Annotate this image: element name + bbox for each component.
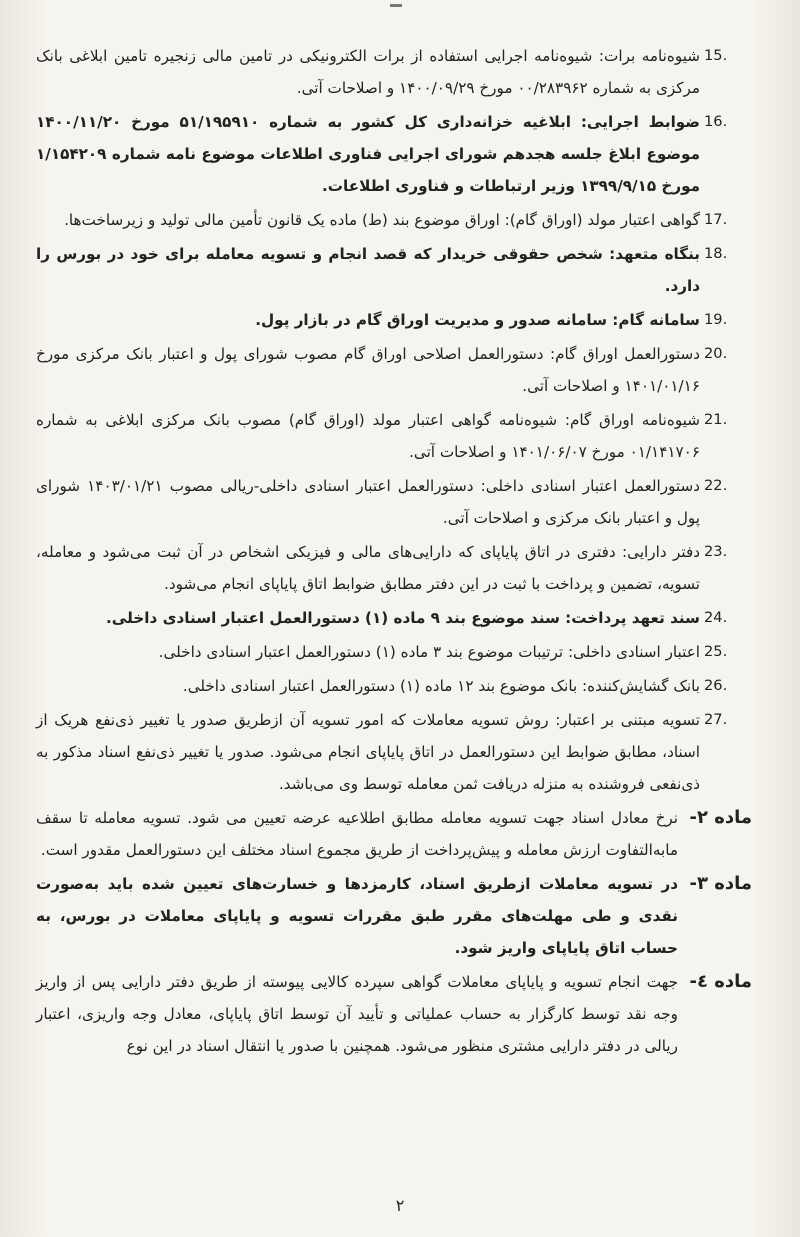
item-text: بانک گشایش‌کننده: بانک موضوع بند ۱۲ ماده (۱) دستورالعمل اعتبار اسنادی داخلی.	[182, 677, 700, 695]
item-number: 16.	[704, 113, 728, 130]
definition-item-19	[36, 304, 752, 336]
articles-section	[36, 802, 752, 1062]
article-text: نرخ معادل اسناد جهت تسویه معامله مطابق اطلاعیه عرضه تعیین می شود. تسویه معامله تا سقف مابه‌التفاوت ارزش معامله و پیش‌پرداخت از طریق مجموع اسناد مختلف این دستورالعمل مقدور است.	[36, 809, 678, 859]
item-number: 26.	[704, 677, 728, 694]
item-text: گواهی اعتبار مولد (اوراق گام): اوراق موضوع بند (ط) ماده یک قانون تأمین مالی تولید و زیرساخت‌ها.	[64, 211, 700, 229]
item-text: دستورالعمل اعتبار اسنادی داخلی: دستورالعمل اعتبار اسنادی داخلی-ریالی مصوب ۱۴۰۳/۰۱/۲۱ شورای پول و اعتبار بانک مرکزی و اصلاحات آتی.	[36, 477, 701, 527]
definitions-list	[36, 40, 752, 800]
definition-item-24	[36, 602, 752, 634]
item-text: ضوابط اجرایی: ابلاغیه خزانه‌داری کل کشور به شماره ۵۱/۱۹۵۹۱۰ مورخ ۱۴۰۰/۱۱/۲۰ موضوع ابلاغ جلسه هجدهم شورای اجرایی فناوری اطلاعات موضوع نامه شماره ۱/۱۵۴۲۰۹ مورخ ۱۳۹۹/۹/۱۵ وزیر ارتباطات و فناوری اطلاعات.	[36, 113, 700, 195]
item-number: 27.	[704, 711, 728, 728]
definition-item-15	[36, 40, 752, 104]
item-number: 18.	[704, 245, 728, 262]
article-text: در تسویه معاملات ازطریق اسناد، کارمزدها و خسارت‌های تعیین شده باید به‌صورت نقدی و طی مهلت‌های مقرر طبق مقررات تسویه و پایاپای معاملات در بورس، به حساب اتاق پایاپای واریز شود.	[36, 875, 678, 957]
article-4	[36, 966, 752, 1062]
definition-item-16	[36, 106, 752, 202]
article-title: ماده ۲-	[689, 807, 752, 828]
article-2	[36, 802, 752, 866]
item-text: اعتبار اسنادی داخلی: ترتیبات موضوع بند ۳ ماده (۱) دستورالعمل اعتبار اسنادی داخلی.	[158, 643, 700, 661]
item-text: سامانه گام: سامانه صدور و مدیریت اوراق گام در بازار پول.	[255, 311, 700, 329]
article-3	[36, 868, 752, 964]
item-number: 24.	[704, 609, 728, 626]
definition-item-25	[36, 636, 752, 668]
page-number: ۲	[395, 1196, 405, 1215]
item-number: 25.	[704, 643, 728, 660]
definition-item-17	[36, 204, 752, 236]
item-number: 15.	[704, 47, 728, 64]
item-text: دستورالعمل اوراق گام: دستورالعمل اصلاحی اوراق گام مصوب شورای پول و اعتبار بانک مرکزی مورخ ۱۴۰۱/۰۱/۱۶ و اصلاحات آتی.	[36, 345, 700, 395]
item-text: شیوه‌نامه برات: شیوه‌نامه اجرایی استفاده از برات الکترونیکی در تامین مالی زنجیره تامین ابلاغی بانک مرکزی به شماره ۰۰/۲۸۳۹۶۲ مورخ ۱۴۰۰/۰۹/۲۹ و اصلاحات آتی.	[36, 47, 700, 97]
item-number: 21.	[704, 411, 728, 428]
definition-item-21	[36, 404, 752, 468]
item-text: دفتر دارایی: دفتری در اتاق پایاپای که دارایی‌های مالی و فیزیکی اشخاص در آن ثبت می‌شود و معامله، تسویه، تضمین و پرداخت با ثبت در این دفتر مطابق ضوابط اتاق پایاپای انجام می‌شود.	[36, 543, 700, 593]
item-number: 20.	[704, 345, 728, 362]
definition-item-18	[36, 238, 752, 302]
definition-item-26	[36, 670, 752, 702]
definition-item-23	[36, 536, 752, 600]
article-text: جهت انجام تسویه و پایاپای معاملات گواهی سپرده کالایی پیوسته از طریق دفتر دارایی پس از واریز وجه نقد توسط کارگزار به حساب عملیاتی و تأیید آن توسط اتاق پایاپای، معادل وجه واریزی، اعتبار ریالی در دفتر دارایی مشتری منظور می‌شود. همچنین با صدور یا انتقال اسناد در این نوع	[36, 973, 678, 1055]
item-text: سند تعهد پرداخت: سند موضوع بند ۹ ماده (۱) دستورالعمل اعتبار اسنادی داخلی.	[106, 609, 700, 627]
article-title: ماده ۳-	[689, 873, 752, 894]
item-text: تسویه مبتنی بر اعتبار: روش تسویه معاملات که امور تسویه آن ازطریق صدور یا تغییر ذی‌نفع هریک از اسناد، مطابق ضوابط این دستورالعمل در اتاق پایاپای انجام می‌شود. صدور یا تغییر ذی‌نفع اسناد مذکور به ذی‌نفعی فروشنده به منزله دریافت ثمن معامله توسط وی می‌باشد.	[36, 711, 700, 793]
definition-item-27	[36, 704, 752, 800]
scan-mark	[390, 4, 402, 7]
article-title: ماده ٤-	[689, 971, 752, 992]
definition-item-20	[36, 338, 752, 402]
item-number: 22.	[704, 477, 728, 494]
definition-item-22	[36, 470, 752, 534]
item-number: 23.	[704, 543, 728, 560]
item-number: 17.	[704, 211, 728, 228]
item-number: 19.	[704, 311, 728, 328]
item-text: بنگاه متعهد: شخص حقوقی خریدار که قصد انجام و تسویه معامله برای خود در بورس را دارد.	[36, 245, 700, 295]
item-text: شیوه‌نامه اوراق گام: شیوه‌نامه گواهی اعتبار مولد (اوراق گام) مصوب بانک مرکزی ابلاغی به شماره ۰۱/۱۴۱۷۰۶ مورخ ۱۴۰۱/۰۶/۰۷ و اصلاحات آتی.	[36, 411, 700, 461]
